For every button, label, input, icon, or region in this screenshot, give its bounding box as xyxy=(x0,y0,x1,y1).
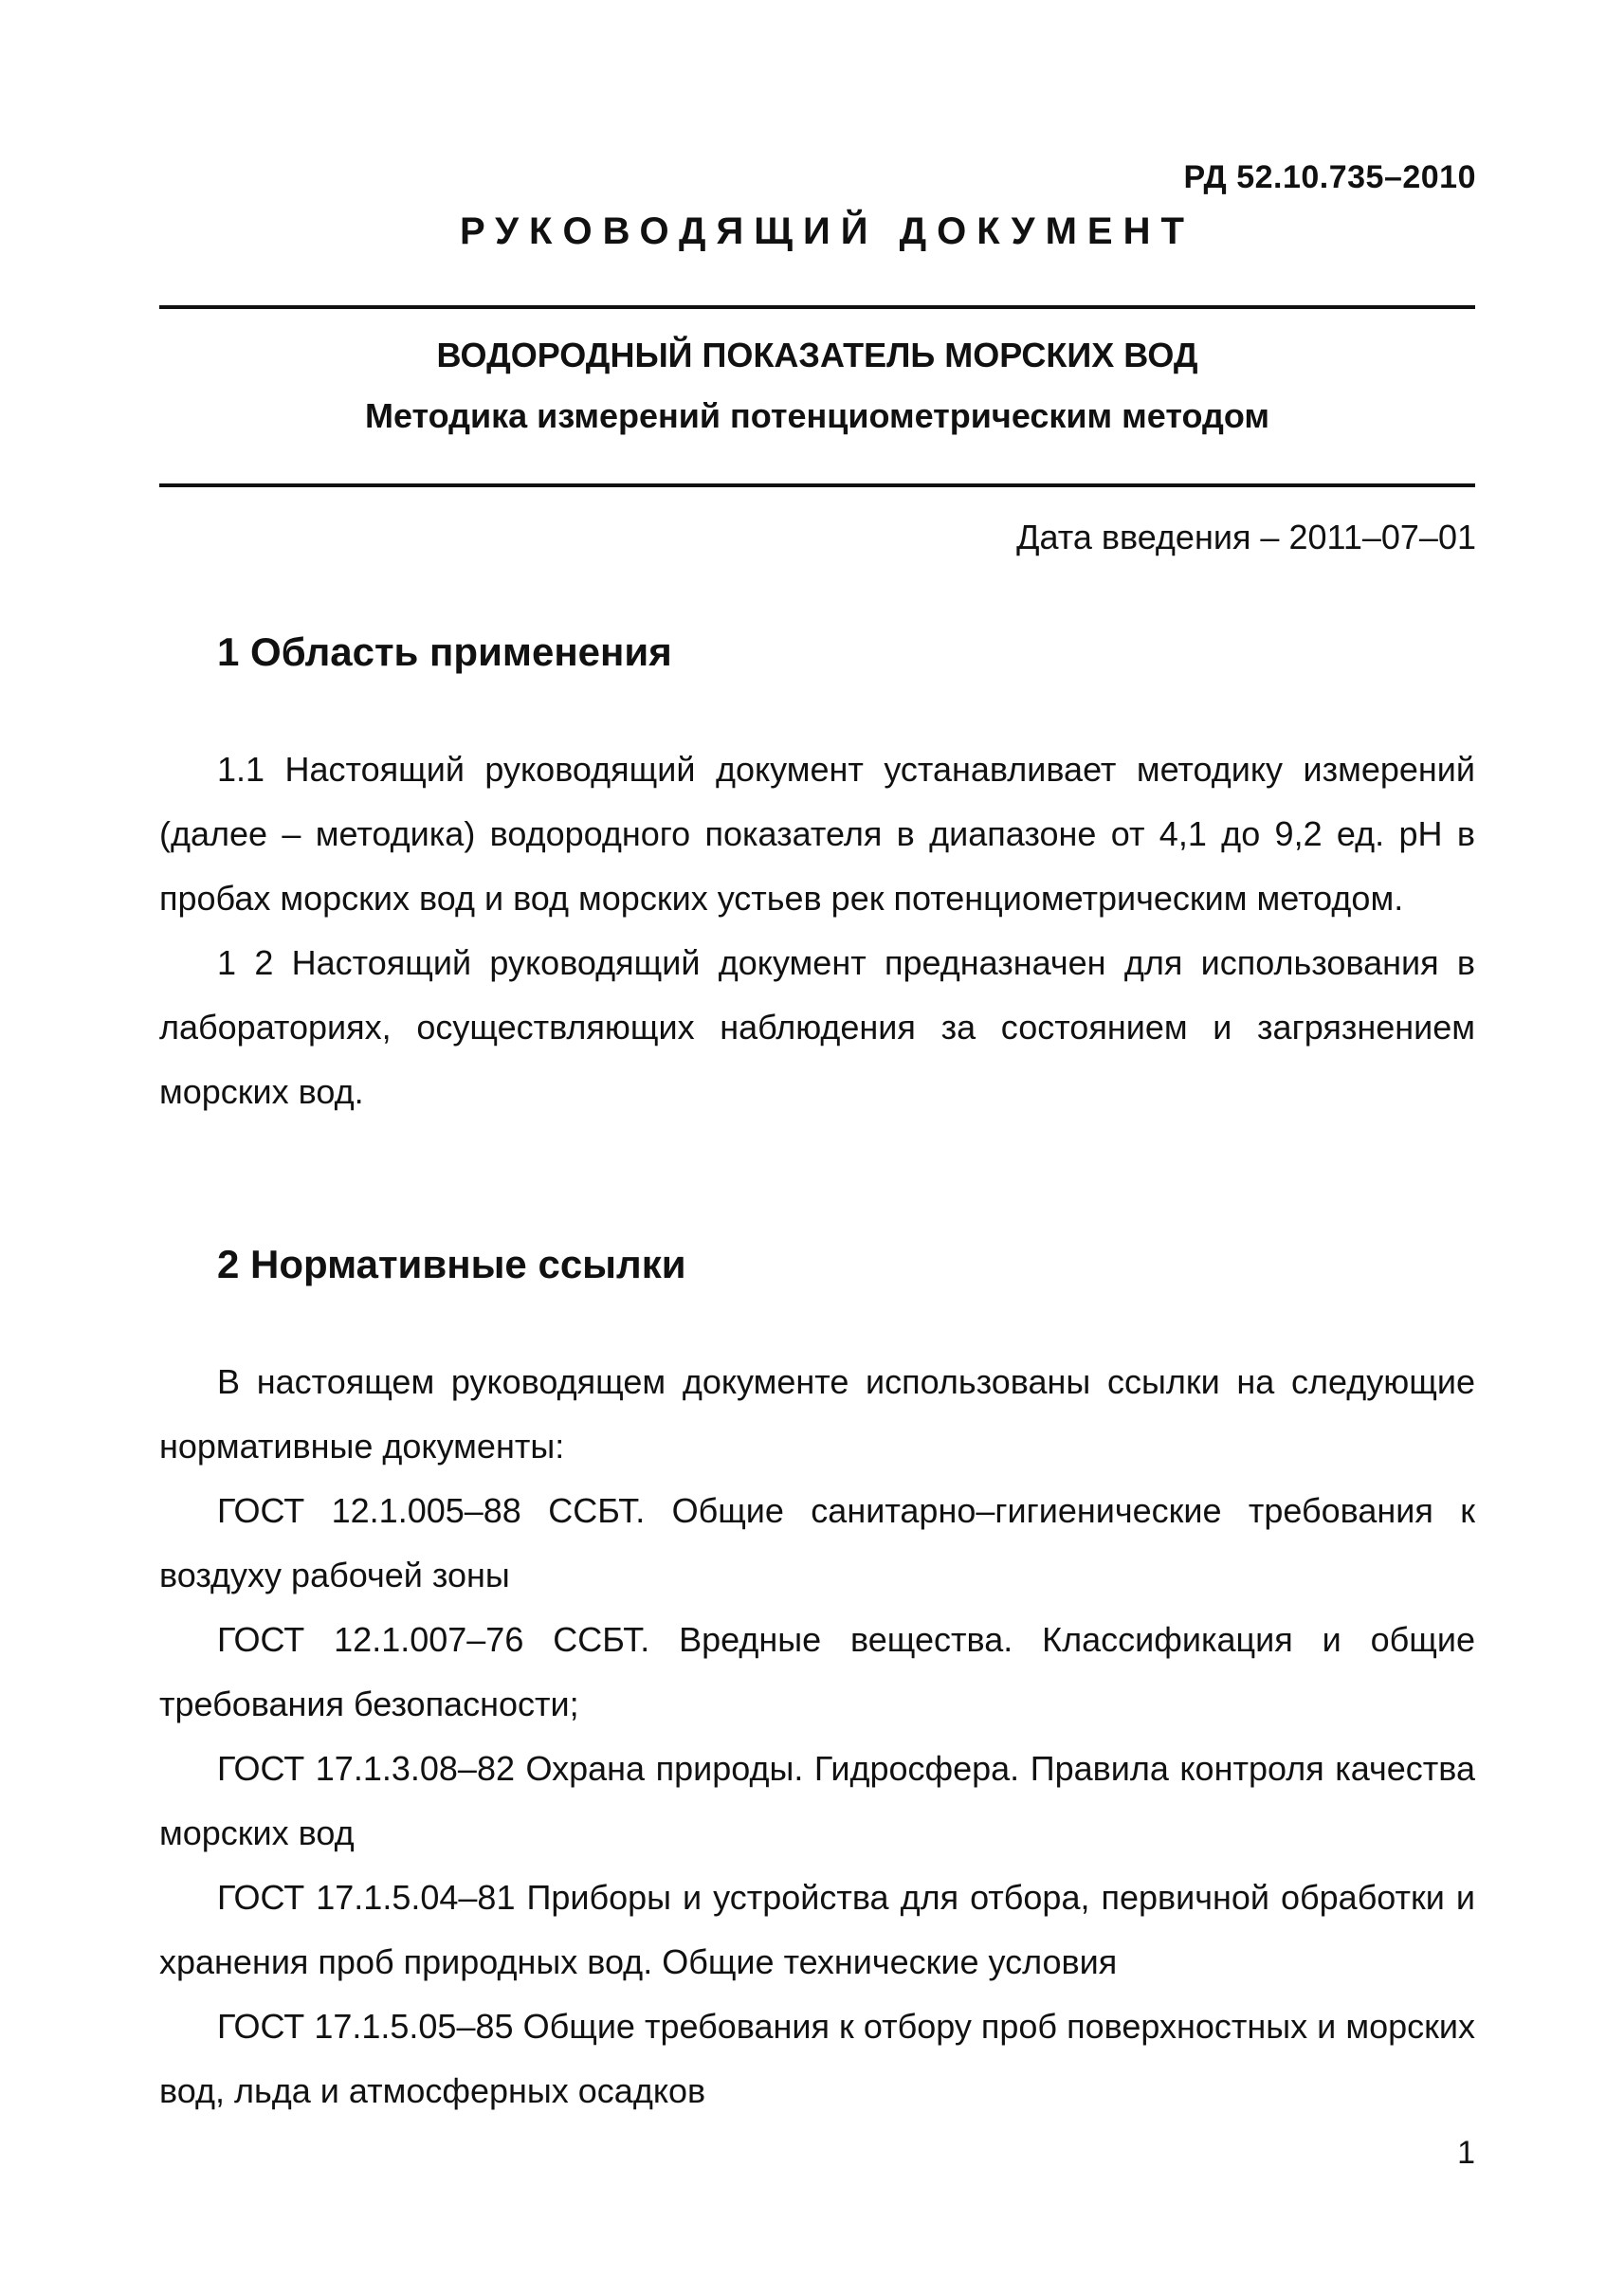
bottom-divider xyxy=(159,483,1475,487)
section-2-intro: В настоящем руководящем документе использованы ссылки на следующие нормативные документы: xyxy=(159,1362,1475,1466)
document-subtitle: Методика измерений потенциометрическим методом xyxy=(364,396,1270,435)
section-1-heading: 1 Область применения xyxy=(217,629,672,674)
document-title: ВОДОРОДНЫЙ ПОКАЗАТЕЛЬ МОРСКИХ ВОД xyxy=(436,336,1198,374)
section-1-body xyxy=(159,738,1475,1124)
paragraph-1-1: 1.1 Настоящий руководящий документ устанавливает методику измерений (далее – методика) водородного показателя в диапазоне от 4,1 до 9,2 ед. pH в пробах морских вод и вод морских устьев рек потенциометрическим методом. xyxy=(159,750,1475,918)
page-number: 1 xyxy=(1457,2135,1475,2171)
reference-item: ГОСТ 17.1.5.05–85 Общие требования к отбору проб поверхностных и морских вод, льда и атмосферных осадков xyxy=(159,2007,1475,2110)
document-type-heading: РУКОВОДЯЩИЙ ДОКУМЕНТ xyxy=(460,210,1195,252)
section-2-body xyxy=(159,1350,1475,2123)
document-code: РД 52.10.735–2010 xyxy=(1183,159,1476,195)
section-2-heading: 2 Нормативные ссылки xyxy=(217,1242,686,1286)
paragraph-1-2: 1 2 Настоящий руководящий документ предназначен для использования в лабораториях, осуществляющих наблюдения за состоянием и загрязнением морских вод. xyxy=(159,943,1475,1111)
reference-item: ГОСТ 12.1.007–76 ССБТ. Вредные вещества. Классификация и общие требования безопасности; xyxy=(159,1620,1475,1723)
reference-item: ГОСТ 17.1.5.04–81 Приборы и устройства для отбора, первичной обработки и хранения проб природных вод. Общие технические условия xyxy=(159,1878,1475,1981)
top-divider xyxy=(159,305,1475,309)
reference-item: ГОСТ 12.1.005–88 ССБТ. Общие санитарно–гигиенические требования к воздуху рабочей зоны xyxy=(159,1491,1475,1594)
introduction-date: Дата введения – 2011–07–01 xyxy=(1016,518,1476,556)
reference-item: ГОСТ 17.1.3.08–82 Охрана природы. Гидросфера. Правила контроля качества морских вод xyxy=(159,1749,1475,1852)
